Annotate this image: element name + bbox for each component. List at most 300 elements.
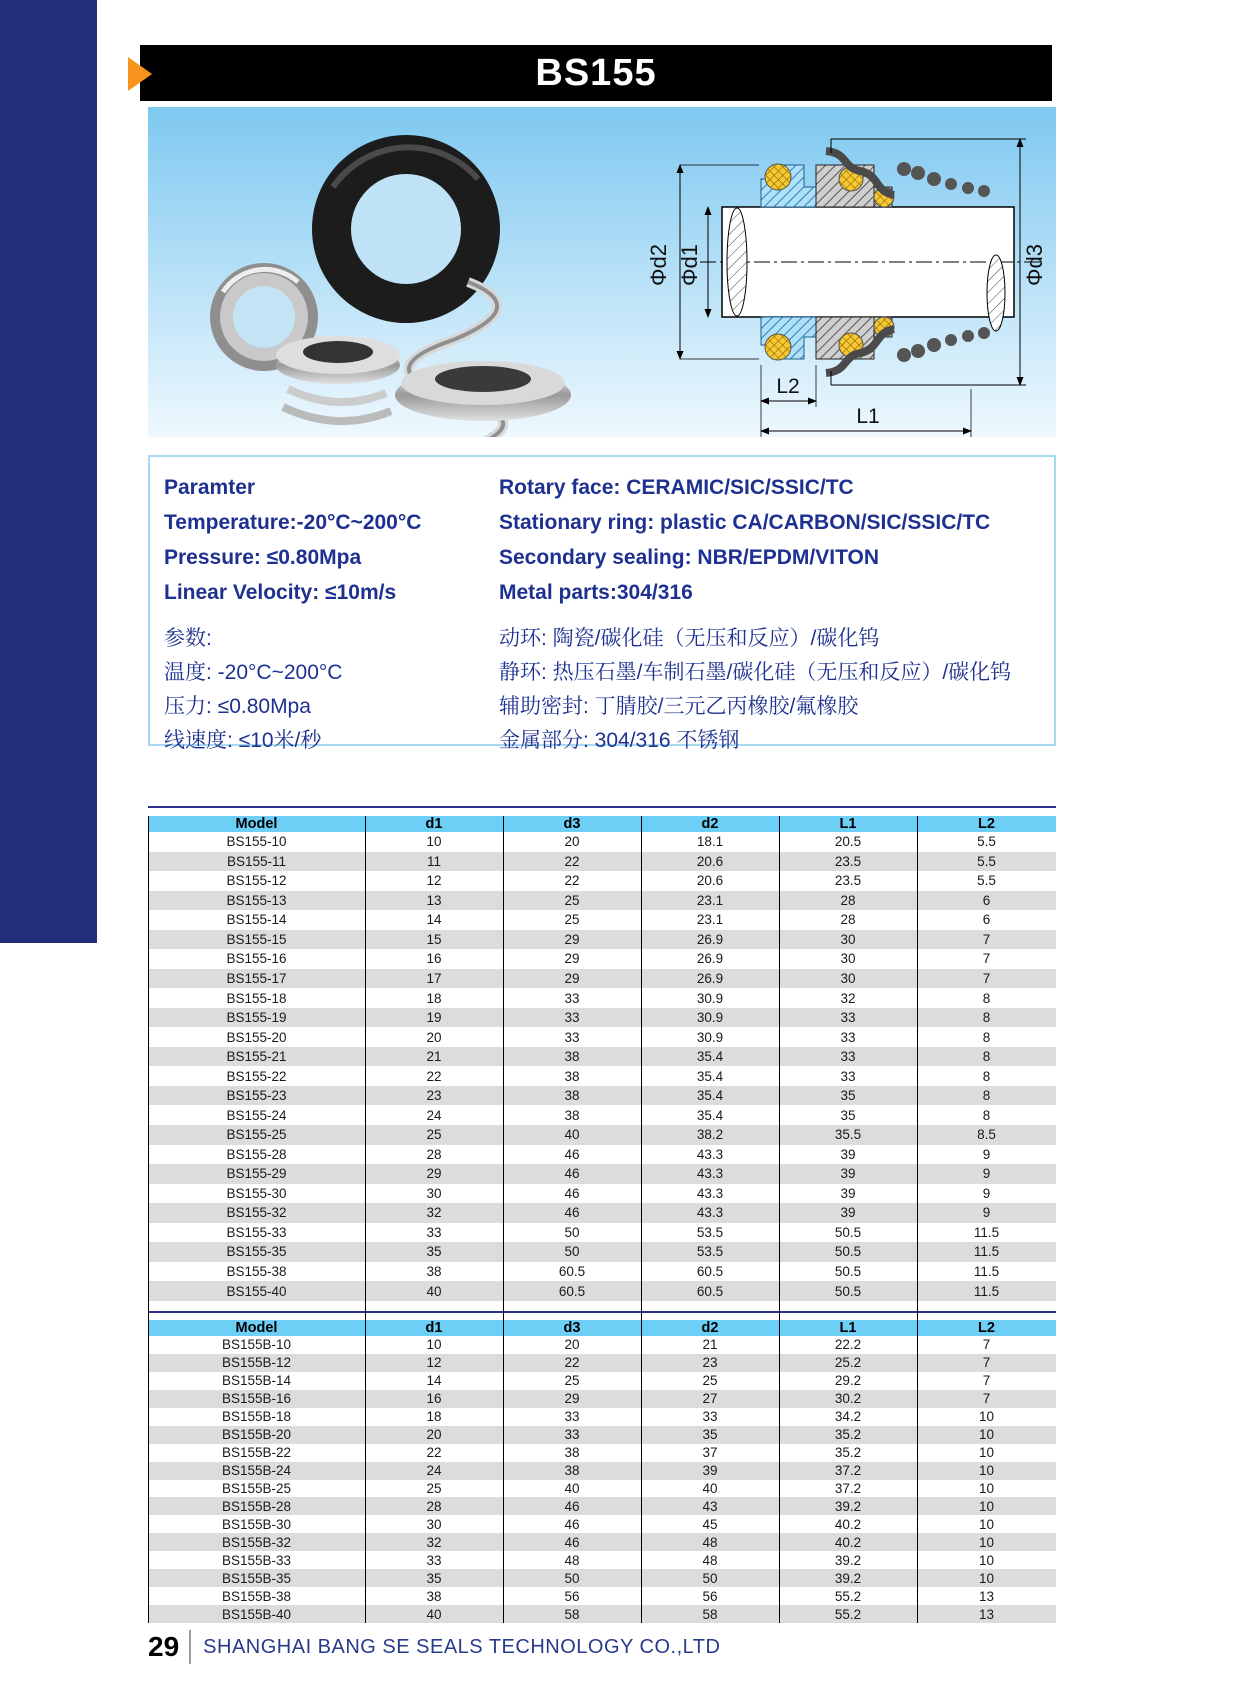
table-cell: 33 (503, 1008, 641, 1028)
table-row (148, 1203, 1056, 1223)
column-header: d3 (503, 816, 641, 832)
spec-tables (148, 816, 1056, 1623)
parameters-right-column (499, 470, 1054, 752)
table-cell: 53.5 (641, 1242, 779, 1262)
table-row (148, 1066, 1056, 1086)
table-row (148, 949, 1056, 969)
table-cell: 39 (779, 1164, 917, 1184)
table-cell: 8.5 (917, 1125, 1056, 1145)
table-cell: 10 (917, 1462, 1056, 1480)
table-cell: 13 (917, 1605, 1056, 1623)
table-cell: 29 (503, 969, 641, 989)
table-cell: 33 (365, 1551, 503, 1569)
table-cell: 33 (779, 1047, 917, 1067)
table-cell: 16 (365, 949, 503, 969)
table-border (779, 816, 780, 1623)
table-cell: 27 (641, 1390, 779, 1408)
table-cell: 35.2 (779, 1426, 917, 1444)
table-cell: 38 (365, 1262, 503, 1282)
table-cell: BS155-23 (148, 1086, 365, 1106)
table-row (148, 1551, 1056, 1569)
table-cell: 22 (503, 871, 641, 891)
table-cell: BS155-19 (148, 1008, 365, 1028)
table-cell: 23 (641, 1354, 779, 1372)
table-header-row (148, 1320, 1056, 1336)
param-secondary-sealing: Secondary sealing: NBR/EPDM/VITON (499, 546, 880, 569)
table-cell: 48 (641, 1551, 779, 1569)
table-cell: 35 (641, 1426, 779, 1444)
seal-head-right (395, 361, 571, 421)
table-cell: 19 (365, 1008, 503, 1028)
table-cell: 37.2 (779, 1480, 917, 1498)
table-cell: 23.1 (641, 891, 779, 911)
table-header-row (148, 816, 1056, 832)
table-cell: BS155B-33 (148, 1551, 365, 1569)
table-cell: 16 (365, 1390, 503, 1408)
table-row (148, 1145, 1056, 1165)
table-cell: 33 (641, 1408, 779, 1426)
table-cell: 24 (365, 1105, 503, 1125)
table-row (148, 1497, 1056, 1515)
dim-label-d1: Φd1 (677, 243, 702, 287)
table-row (148, 1027, 1056, 1047)
shaft-break-left (727, 208, 747, 316)
table-cell: 35.4 (641, 1047, 779, 1067)
table-cell: 22 (365, 1066, 503, 1086)
table-cell: 23.5 (779, 852, 917, 872)
table-cell: 12 (365, 871, 503, 891)
table-cell: BS155-28 (148, 1145, 365, 1165)
seal-assembly-upper (761, 151, 990, 207)
table-cell: 8 (917, 1066, 1056, 1086)
table-row (148, 1281, 1056, 1301)
param-rotary-face-cn: 动环: 陶瓷/碳化硅（无压和反应）/碳化钨 (499, 627, 880, 650)
table-cell: 6 (917, 910, 1056, 930)
table-cell: 22 (503, 852, 641, 872)
table-cell: 55.2 (779, 1587, 917, 1605)
table-row (148, 1480, 1056, 1498)
table-cell: 38 (503, 1444, 641, 1462)
table-cell: 6 (917, 891, 1056, 911)
table-cell: 40 (365, 1281, 503, 1301)
table-cell: 46 (503, 1515, 641, 1533)
table-cell: 22 (365, 1444, 503, 1462)
table-cell: BS155B-10 (148, 1336, 365, 1354)
table-cell: 32 (779, 988, 917, 1008)
table-row (148, 891, 1056, 911)
table-border (148, 816, 149, 1623)
table-cell: 37 (641, 1444, 779, 1462)
table-row (148, 1105, 1056, 1125)
table-cell: BS155-22 (148, 1066, 365, 1086)
table-cell: 40 (503, 1480, 641, 1498)
seal-assembly-lower (761, 317, 990, 373)
table-row (148, 1533, 1056, 1551)
table-cell: 9 (917, 1203, 1056, 1223)
table-cell: BS155B-28 (148, 1497, 365, 1515)
table-cell: 58 (641, 1605, 779, 1623)
arrow-right-icon (128, 57, 152, 91)
table-cell: 38 (503, 1047, 641, 1067)
table-cell: 18 (365, 988, 503, 1008)
table-cell: 40 (365, 1605, 503, 1623)
table-row (148, 1515, 1056, 1533)
table-cell: 35.2 (779, 1444, 917, 1462)
param-velocity: Linear Velocity: ≤10m/s (164, 581, 397, 604)
table-row (148, 1354, 1056, 1372)
parameters-box (148, 455, 1056, 752)
table-cell: 43.3 (641, 1203, 779, 1223)
table-row (148, 852, 1056, 872)
table-cell: 25 (365, 1125, 503, 1145)
table-cell: BS155B-16 (148, 1390, 365, 1408)
table-cell: BS155-21 (148, 1047, 365, 1067)
table-cell: 10 (917, 1515, 1056, 1533)
table-cell: 30 (779, 949, 917, 969)
table-cell: 39.2 (779, 1551, 917, 1569)
table-cell: 5.5 (917, 852, 1056, 872)
table-cell: 35.4 (641, 1105, 779, 1125)
table-cell: 37.2 (779, 1462, 917, 1480)
table-cell: 39 (779, 1145, 917, 1165)
table-cell: 8 (917, 1027, 1056, 1047)
table-cell: 30 (365, 1515, 503, 1533)
table-cell: 29 (503, 1390, 641, 1408)
table-cell: BS155-32 (148, 1203, 365, 1223)
table-cell: 50.5 (779, 1281, 917, 1301)
table-cell: 58 (503, 1605, 641, 1623)
table-cell: 29 (365, 1164, 503, 1184)
table-cell: 50 (503, 1242, 641, 1262)
product-photo-illustration (148, 107, 596, 437)
table-row (148, 910, 1056, 930)
table-cell: 30.9 (641, 1027, 779, 1047)
param-heading-cn: 参数: (164, 627, 212, 650)
table-cell: 60.5 (503, 1262, 641, 1282)
table-cell: BS155B-14 (148, 1372, 365, 1390)
table-cell: 18.1 (641, 832, 779, 852)
shaft-break-right (987, 255, 1005, 331)
table-cell: 26.9 (641, 949, 779, 969)
table-cell: BS155-18 (148, 988, 365, 1008)
table-cell: 26.9 (641, 969, 779, 989)
table-cell: 33 (503, 1027, 641, 1047)
table-cell: 21 (641, 1336, 779, 1354)
table-cell: 8 (917, 1047, 1056, 1067)
table-cell: 32 (365, 1533, 503, 1551)
table-cell: 8 (917, 1008, 1056, 1028)
table-cell: 11.5 (917, 1242, 1056, 1262)
table-cell: 60.5 (641, 1262, 779, 1282)
table-border (365, 816, 366, 1623)
table-row (148, 1125, 1056, 1145)
table-cell: 18 (365, 1408, 503, 1426)
table-cell: 5.5 (917, 832, 1056, 852)
page-title: BS155 (535, 51, 657, 94)
table-cell: BS155B-35 (148, 1569, 365, 1587)
table-cell: 22 (503, 1354, 641, 1372)
table-cell: BS155B-25 (148, 1480, 365, 1498)
table-cell: 40.2 (779, 1533, 917, 1551)
table-cell: 11.5 (917, 1281, 1056, 1301)
table-cell: 9 (917, 1164, 1056, 1184)
column-header: L2 (917, 816, 1056, 832)
divider-rule (148, 1311, 1056, 1313)
table-cell: 55.2 (779, 1605, 917, 1623)
table-cell: 10 (917, 1533, 1056, 1551)
table-cell: 10 (917, 1444, 1056, 1462)
table-cell: 48 (641, 1533, 779, 1551)
table-row (148, 1164, 1056, 1184)
table-cell: 28 (779, 910, 917, 930)
table-cell: 10 (917, 1408, 1056, 1426)
table-cell: 40 (503, 1125, 641, 1145)
sidebar-website: www.boshengseal.com (42, 1202, 73, 1508)
dim-label-d2: Φd2 (646, 243, 671, 287)
table-cell: 22.2 (779, 1336, 917, 1354)
dim-label-l1: L1 (856, 405, 880, 428)
table-cell: BS155-20 (148, 1027, 365, 1047)
table-cell: 35 (779, 1105, 917, 1125)
table-cell: 43.3 (641, 1164, 779, 1184)
table-cell: 28 (365, 1497, 503, 1515)
param-metal-parts: Metal parts:304/316 (499, 581, 693, 604)
table-cell: 43.3 (641, 1145, 779, 1165)
table-row (148, 1184, 1056, 1204)
table-cell: 40 (641, 1480, 779, 1498)
table-cell: BS155-11 (148, 852, 365, 872)
table-cell: 23.1 (641, 910, 779, 930)
table-cell: BS155-29 (148, 1164, 365, 1184)
column-header: d2 (641, 1320, 779, 1336)
param-metal-parts-cn: 金属部分: 304/316 不锈钢 (499, 729, 740, 752)
table-row (148, 1587, 1056, 1605)
param-velocity-cn: 线速度: ≤10米/秒 (164, 729, 322, 752)
table-cell: 48 (503, 1551, 641, 1569)
table-cell: BS155B-24 (148, 1462, 365, 1480)
table-cell: 7 (917, 1354, 1056, 1372)
table-cell: 46 (503, 1203, 641, 1223)
table-cell: 30.9 (641, 1008, 779, 1028)
table-cell: 33 (779, 1008, 917, 1028)
table-cell: 46 (503, 1184, 641, 1204)
table-cell: 32 (365, 1203, 503, 1223)
table-cell: BS155-10 (148, 832, 365, 852)
table-cell: 8 (917, 988, 1056, 1008)
column-header: L2 (917, 1320, 1056, 1336)
table-cell: 7 (917, 1372, 1056, 1390)
dim-label-d3: Φd3 (1022, 243, 1047, 287)
table-cell: 24 (365, 1462, 503, 1480)
table-cell: 39 (779, 1184, 917, 1204)
bs155b-table (148, 1320, 1056, 1623)
table-cell: 33 (779, 1027, 917, 1047)
table-cell: 7 (917, 1390, 1056, 1408)
table-cell: 38 (365, 1587, 503, 1605)
seal-cross-section-diagram (596, 107, 1056, 437)
table-cell: 14 (365, 910, 503, 930)
table-cell: 25.2 (779, 1354, 917, 1372)
table-cell: 46 (503, 1533, 641, 1551)
table-cell: BS155B-22 (148, 1444, 365, 1462)
table-cell: 20 (365, 1426, 503, 1444)
table-border (503, 816, 504, 1623)
table-cell: 39.2 (779, 1569, 917, 1587)
column-header: d1 (365, 1320, 503, 1336)
table-cell: 30 (779, 969, 917, 989)
table-cell: 53.5 (641, 1223, 779, 1243)
table-cell: BS155-15 (148, 930, 365, 950)
table-cell: 11 (365, 852, 503, 872)
table-cell: 38.2 (641, 1125, 779, 1145)
table-cell: 30.9 (641, 988, 779, 1008)
table-cell: BS155-14 (148, 910, 365, 930)
table-cell: 46 (503, 1145, 641, 1165)
table-cell: 50 (503, 1223, 641, 1243)
table-cell: BS155-25 (148, 1125, 365, 1145)
table-cell: 28 (779, 891, 917, 911)
table-row (148, 930, 1056, 950)
table-cell: 35.4 (641, 1066, 779, 1086)
table-cell: 9 (917, 1184, 1056, 1204)
table-cell: 14 (365, 1372, 503, 1390)
table-cell: 50 (503, 1569, 641, 1587)
divider-rule (148, 806, 1056, 808)
table-cell: 12 (365, 1354, 503, 1372)
table-row (148, 1047, 1056, 1067)
table-cell: BS155B-18 (148, 1408, 365, 1426)
table-row (148, 1086, 1056, 1106)
table-cell: 35.5 (779, 1125, 917, 1145)
table-cell: 8 (917, 1086, 1056, 1106)
table-cell: BS155B-40 (148, 1605, 365, 1623)
table-row (148, 1390, 1056, 1408)
table-cell: 56 (641, 1587, 779, 1605)
table-cell: 38 (503, 1462, 641, 1480)
table-row (148, 1605, 1056, 1623)
table-cell: 5.5 (917, 871, 1056, 891)
table-cell: 60.5 (641, 1281, 779, 1301)
table-cell: 17 (365, 969, 503, 989)
table-cell: BS155-13 (148, 891, 365, 911)
table-border (641, 816, 642, 1623)
column-header: Model (148, 1320, 365, 1336)
table-cell: 20 (503, 1336, 641, 1354)
table-cell: 35.4 (641, 1086, 779, 1106)
table-cell: 29 (503, 930, 641, 950)
table-cell: 10 (917, 1480, 1056, 1498)
table-cell: 13 (365, 891, 503, 911)
table-row (148, 1408, 1056, 1426)
table-cell: 8 (917, 1105, 1056, 1125)
dim-label-l2: L2 (776, 375, 800, 398)
table-cell: 10 (917, 1569, 1056, 1587)
param-stationary-ring-cn: 静环: 热压石墨/车制石墨/碳化硅（无压和反应）/碳化钨 (499, 661, 1012, 684)
table-cell: 7 (917, 969, 1056, 989)
table-cell: 20 (503, 832, 641, 852)
table-cell: 25 (503, 891, 641, 911)
table-cell: 20 (365, 1027, 503, 1047)
column-header: L1 (779, 1320, 917, 1336)
table-row (148, 1444, 1056, 1462)
table-cell: 11.5 (917, 1223, 1056, 1243)
table-cell: 25 (503, 910, 641, 930)
table-cell: 20.6 (641, 852, 779, 872)
table-cell: BS155-40 (148, 1281, 365, 1301)
param-secondary-sealing-cn: 辅助密封: 丁腈胶/三元乙丙橡胶/氟橡胶 (499, 695, 859, 718)
table-cell: 50.5 (779, 1262, 917, 1282)
table-cell: 40.2 (779, 1515, 917, 1533)
table-cell: BS155B-32 (148, 1533, 365, 1551)
column-header: Model (148, 816, 365, 832)
column-header: d3 (503, 1320, 641, 1336)
table-cell: 7 (917, 1336, 1056, 1354)
footer-divider (189, 1630, 191, 1664)
table-cell: 10 (917, 1426, 1056, 1444)
table-cell: 43.3 (641, 1184, 779, 1204)
table-cell: 30 (779, 930, 917, 950)
table-cell: 46 (503, 1164, 641, 1184)
table-cell: BS155-38 (148, 1262, 365, 1282)
table-row (148, 1462, 1056, 1480)
header-bar (140, 45, 1052, 101)
table-row (148, 1426, 1056, 1444)
table-row (148, 871, 1056, 891)
param-heading: Paramter (164, 476, 256, 499)
table-cell: 50 (641, 1569, 779, 1587)
bs155-table (148, 816, 1056, 1301)
table-cell: 33 (779, 1066, 917, 1086)
sidebar-website-band (0, 0, 97, 1508)
table-cell: 38 (503, 1066, 641, 1086)
param-pressure-cn: 压力: ≤0.80Mpa (164, 695, 311, 718)
param-stationary-ring: Stationary ring: plastic CA/CARBON/SIC/SSIC/TC (499, 511, 991, 534)
table-cell: 56 (503, 1587, 641, 1605)
param-pressure: Pressure: ≤0.80Mpa (164, 546, 362, 569)
table-cell: 33 (365, 1223, 503, 1243)
table-cell: 11.5 (917, 1262, 1056, 1282)
table-cell: 30 (365, 1184, 503, 1204)
table-cell: 39.2 (779, 1497, 917, 1515)
table-cell: BS155B-20 (148, 1426, 365, 1444)
seal-head-middle (276, 336, 400, 421)
table-cell: 35 (365, 1569, 503, 1587)
table-cell: 23.5 (779, 871, 917, 891)
table-cell: 30.2 (779, 1390, 917, 1408)
table-cell: BS155B-12 (148, 1354, 365, 1372)
table-cell: BS155-12 (148, 871, 365, 891)
table-cell: 29 (503, 949, 641, 969)
param-rotary-face: Rotary face: CERAMIC/SIC/SSIC/TC (499, 476, 854, 499)
table-cell: 46 (503, 1497, 641, 1515)
parameters-left-column (164, 470, 499, 752)
column-header: d2 (641, 816, 779, 832)
table-border (917, 816, 918, 1623)
table-cell: 20.5 (779, 832, 917, 852)
table-cell: 33 (503, 988, 641, 1008)
table-cell: 38 (503, 1105, 641, 1125)
table-cell: BS155-30 (148, 1184, 365, 1204)
table-cell: 38 (503, 1086, 641, 1106)
table-cell: 23 (365, 1086, 503, 1106)
table-cell: BS155-24 (148, 1105, 365, 1125)
table-cell: 39 (779, 1203, 917, 1223)
column-header: L1 (779, 816, 917, 832)
table-cell: 28 (365, 1145, 503, 1165)
table-row (148, 1336, 1056, 1354)
table-row (148, 832, 1056, 852)
table-cell: BS155-33 (148, 1223, 365, 1243)
